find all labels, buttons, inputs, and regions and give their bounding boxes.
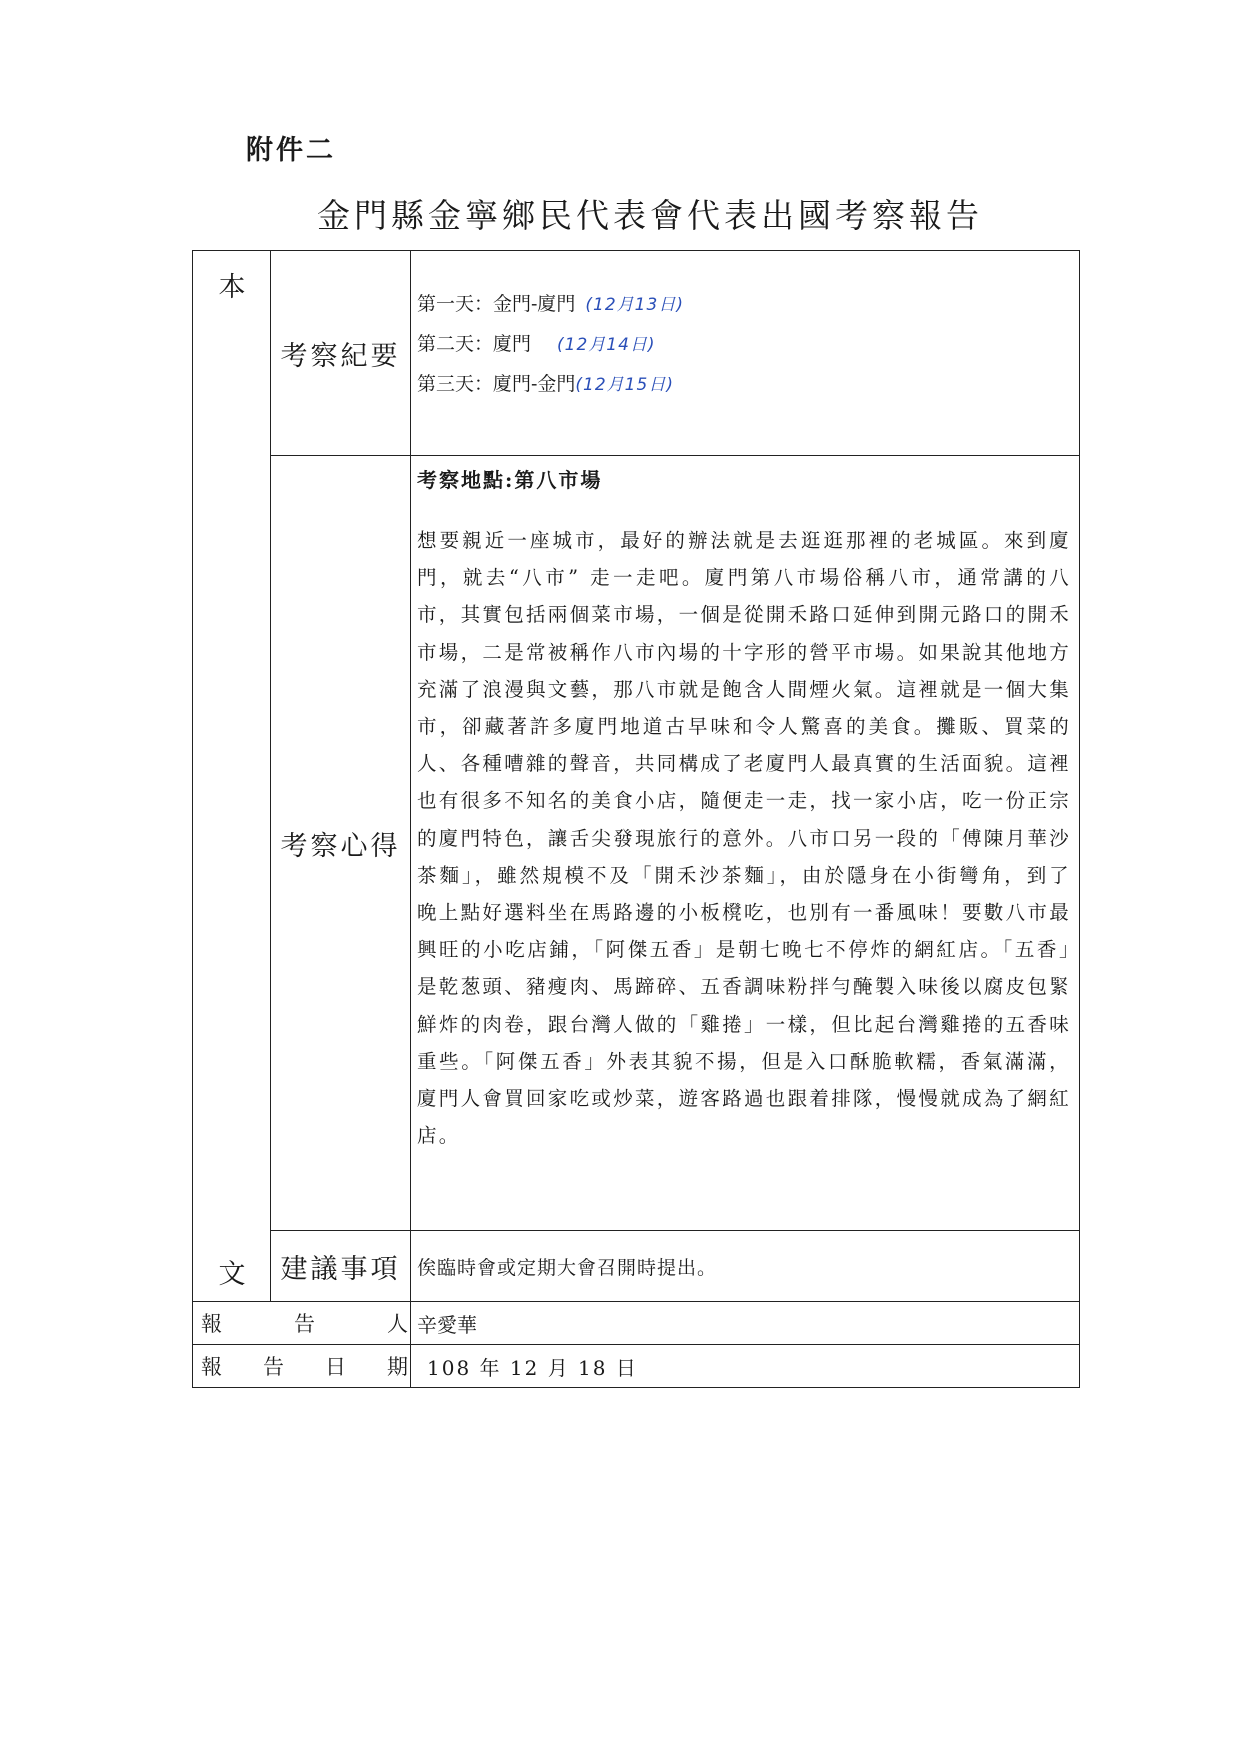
report-date-label <box>201 1351 408 1381</box>
side-label-top: 本 <box>218 272 246 303</box>
insights-cell <box>411 456 1080 1231</box>
insights-paragraph: 想要親近一座城市，最好的辦法就是去逛逛那裡的老城區。來到廈門，就去“八市” 走一走吧。廈門第八市場俗稱八市，通常講的八市，其實包括兩個菜市場，一個是從開禾路口延伸到開元路口的開禾市場，二是常被稱作八市內場的十字形的營平市場。如果說其他地方充滿了浪漫與文藝，那八市就是飽含人間煙火氣。這裡就是一個大集市，卻藏著許多廈門地道古早味和令人驚喜的美食。攤販、買菜的人、各種嘈雜的聲音，共同構成了老廈門人最真實的生活面貌。這裡也有很多不知名的美食小店，隨便走一走，找一家小店，吃一份正宗的廈門特色，讓舌尖發現旅行的意外。八市口另一段的「傅陳月華沙茶麵」，雖然規模不及「開禾沙茶麵」，由於隱身在小街彎角，到了晚上點好選料坐在馬路邊的小板櫈吃，也別有一番風味！要數八市最興旺的小吃店鋪，「阿傑五香」是朝七晚七不停炸的網紅店。「五香」是乾葱頭、豬瘦肉、馬蹄碎、五香調味粉拌勻醃製入味後以腐皮包緊鮮炸的肉卷，跟台灣人做的「雞捲」一樣，但比起台灣雞捲的五香味重些。「阿傑五香」外表其貌不揚，但是入口酥脆軟糯，香氣滿滿，廈門人會買回家吃或炒菜，遊客路過也跟着排隊，慢慢就成為了網紅店。 <box>417 529 1072 1148</box>
itinerary-day-1 <box>417 285 1079 325</box>
suggestions-text: 俟臨時會或定期大會召開時提出。 <box>411 1231 1080 1302</box>
summary-row <box>193 251 1080 456</box>
reporter-label-char: 報 <box>201 1312 222 1336</box>
report-date-label-char: 日 <box>325 1355 346 1379</box>
itinerary-day-1-note: (12月13日) <box>585 295 684 315</box>
reporter-row <box>193 1302 1080 1345</box>
insights-label: 考察心得 <box>271 456 411 1231</box>
report-date-value: 108 年 12 月 18 日 <box>411 1345 1080 1388</box>
report-date-label-char: 期 <box>387 1355 408 1379</box>
suggestions-label: 建議事項 <box>271 1231 411 1302</box>
reporter-name: 辛愛華 <box>411 1302 1080 1345</box>
itinerary-day-3-text: 第三天：廈門-金門 <box>417 373 576 395</box>
itinerary-cell <box>411 251 1080 456</box>
report-date-row <box>193 1345 1080 1388</box>
inspection-location: 考察地點:第八市場 <box>417 468 603 492</box>
report-date-label-char: 告 <box>263 1355 284 1379</box>
side-label-bottom: 文 <box>218 1259 246 1290</box>
reporter-label-char: 人 <box>387 1312 408 1336</box>
document-title-text: 金門縣金寧鄉民代表會代表出國考察報告 <box>317 196 983 235</box>
annex-label: 附件二 <box>246 135 336 166</box>
itinerary-day-2-note: (12月14日) <box>557 335 656 355</box>
itinerary-day-3-note: (12月15日) <box>575 375 674 395</box>
itinerary-day-2-text: 第二天：廈門 <box>417 333 532 355</box>
report-date-label-cell <box>193 1345 411 1388</box>
report-table <box>192 250 1080 1388</box>
itinerary-day-3 <box>417 365 1079 405</box>
main-text-side-cell <box>193 251 271 1302</box>
summary-label: 考察紀要 <box>271 251 411 456</box>
report-date-label-char: 報 <box>201 1355 222 1379</box>
suggestions-row <box>193 1231 1080 1302</box>
insights-row <box>193 456 1080 1231</box>
document-title <box>0 190 1240 237</box>
itinerary-day-2 <box>417 325 1079 365</box>
reporter-label <box>201 1308 408 1338</box>
reporter-label-char: 告 <box>294 1312 315 1336</box>
reporter-label-cell <box>193 1302 411 1345</box>
itinerary-day-1-text: 第一天：金門-廈門 <box>417 293 576 315</box>
